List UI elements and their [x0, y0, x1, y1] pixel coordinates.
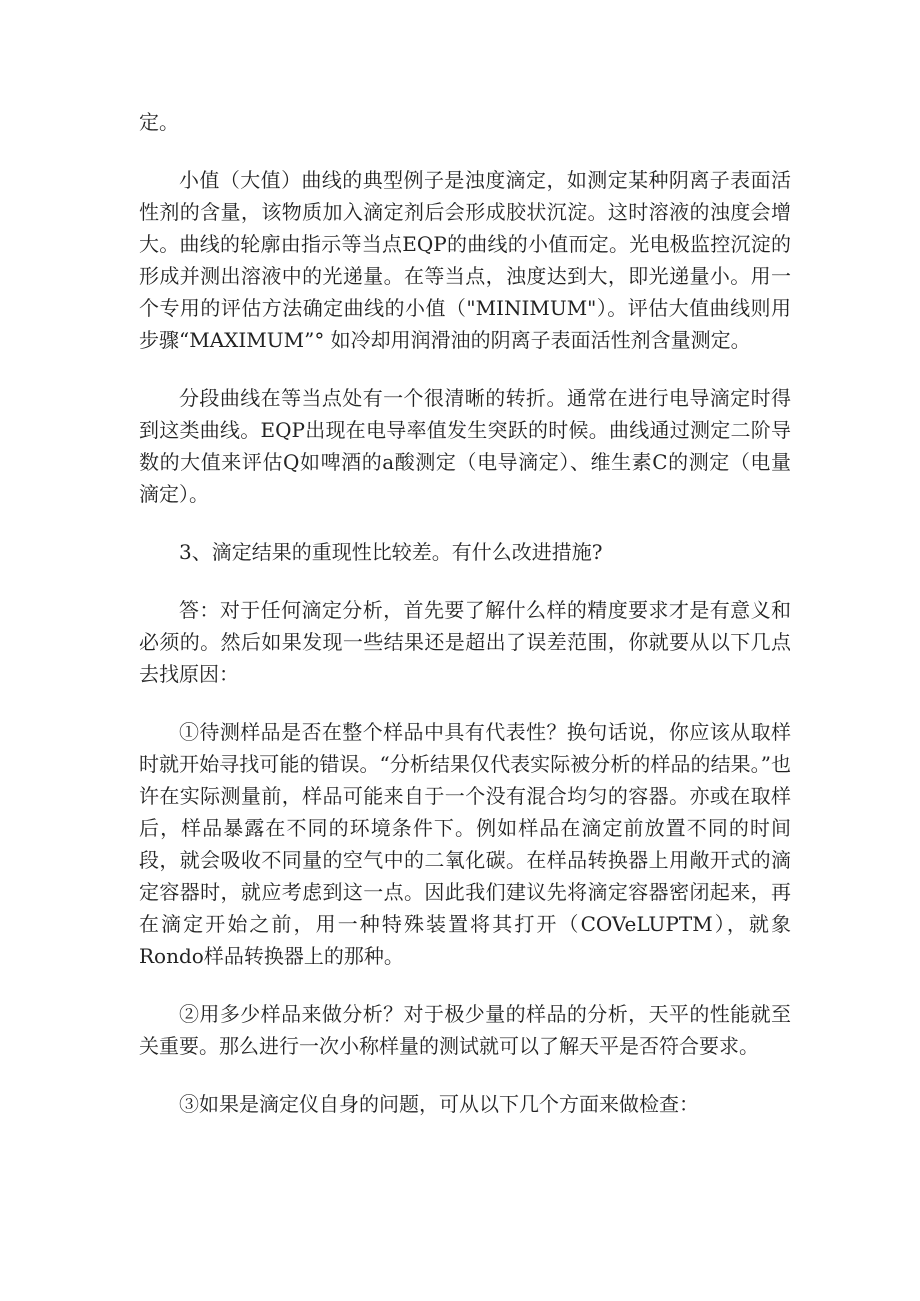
- question-heading: 3、滴定结果的重现性比较差。有什么改进措施?: [179, 540, 603, 564]
- paragraph-continuation: 定。: [139, 110, 179, 134]
- paragraph-minimum-maximum-curves: 小值（大值）曲线的典型例子是浊度滴定，如测定某种阴离子表面活性剂的含量，该物质加入滴定剂后会形成胶状沉淀。这时溶液的浊度会增大。曲线的轮廓由指示等当点EQP的曲线的小值而定。光电极监控沉淀的形成并测出溶液中的光递量。在等当点，浊度达到大，即光递量小。用一个专用的评估方法确定曲线的小值（"MINIMUM"）。评估大值曲线则用步骤“MAXIMUM”° 如冷却用润滑油的阴离子表面活性剂含量测定。: [139, 168, 791, 352]
- answer-point-1: ①待测样品是否在整个样品中具有代表性？换句话说，你应该从取样时就开始寻找可能的错误。“分析结果仅代表实际被分析的样品的结果。”也许在实际测量前，样品可能来自于一个没有混合均匀的容器。亦或在取样后，样品暴露在不同的环境条件下。例如样品在滴定前放置不同的时间段，就会吸收不同量的空气中的二氧化碳。在样品转换器上用敞开式的滴定容器时，就应考虑到这一点。因此我们建议先将滴定容器密闭起来，再在滴定开始之前，用一种特殊装置将其打开（COVeLUPTM），就象Rondo样品转换器上的那种。: [139, 720, 791, 968]
- document-body: [139, 106, 791, 1120]
- answer-point-2: ②用多少样品来做分析？对于极少量的样品的分析，天平的性能就至关重要。那么进行一次小称样量的测试就可以了解天平是否符合要求。: [139, 1002, 791, 1058]
- answer-intro: 答：对于任何滴定分析，首先要了解什么样的精度要求才是有意义和必须的。然后如果发现一些结果还是超出了误差范围，你就要从以下几点去找原因：: [139, 598, 791, 686]
- paragraph-segmented-curves: 分段曲线在等当点处有一个很清晰的转折。通常在进行电导滴定时得到这类曲线。EQP出现在电导率值发生突跃的时候。曲线通过测定二阶导数的大值来评估Q如啤酒的a酸测定（电导滴定）、维生素C的测定（电量滴定）。: [139, 386, 791, 506]
- answer-point-3: ③如果是滴定仪自身的问题，可从以下几个方面来做检查：: [179, 1092, 699, 1116]
